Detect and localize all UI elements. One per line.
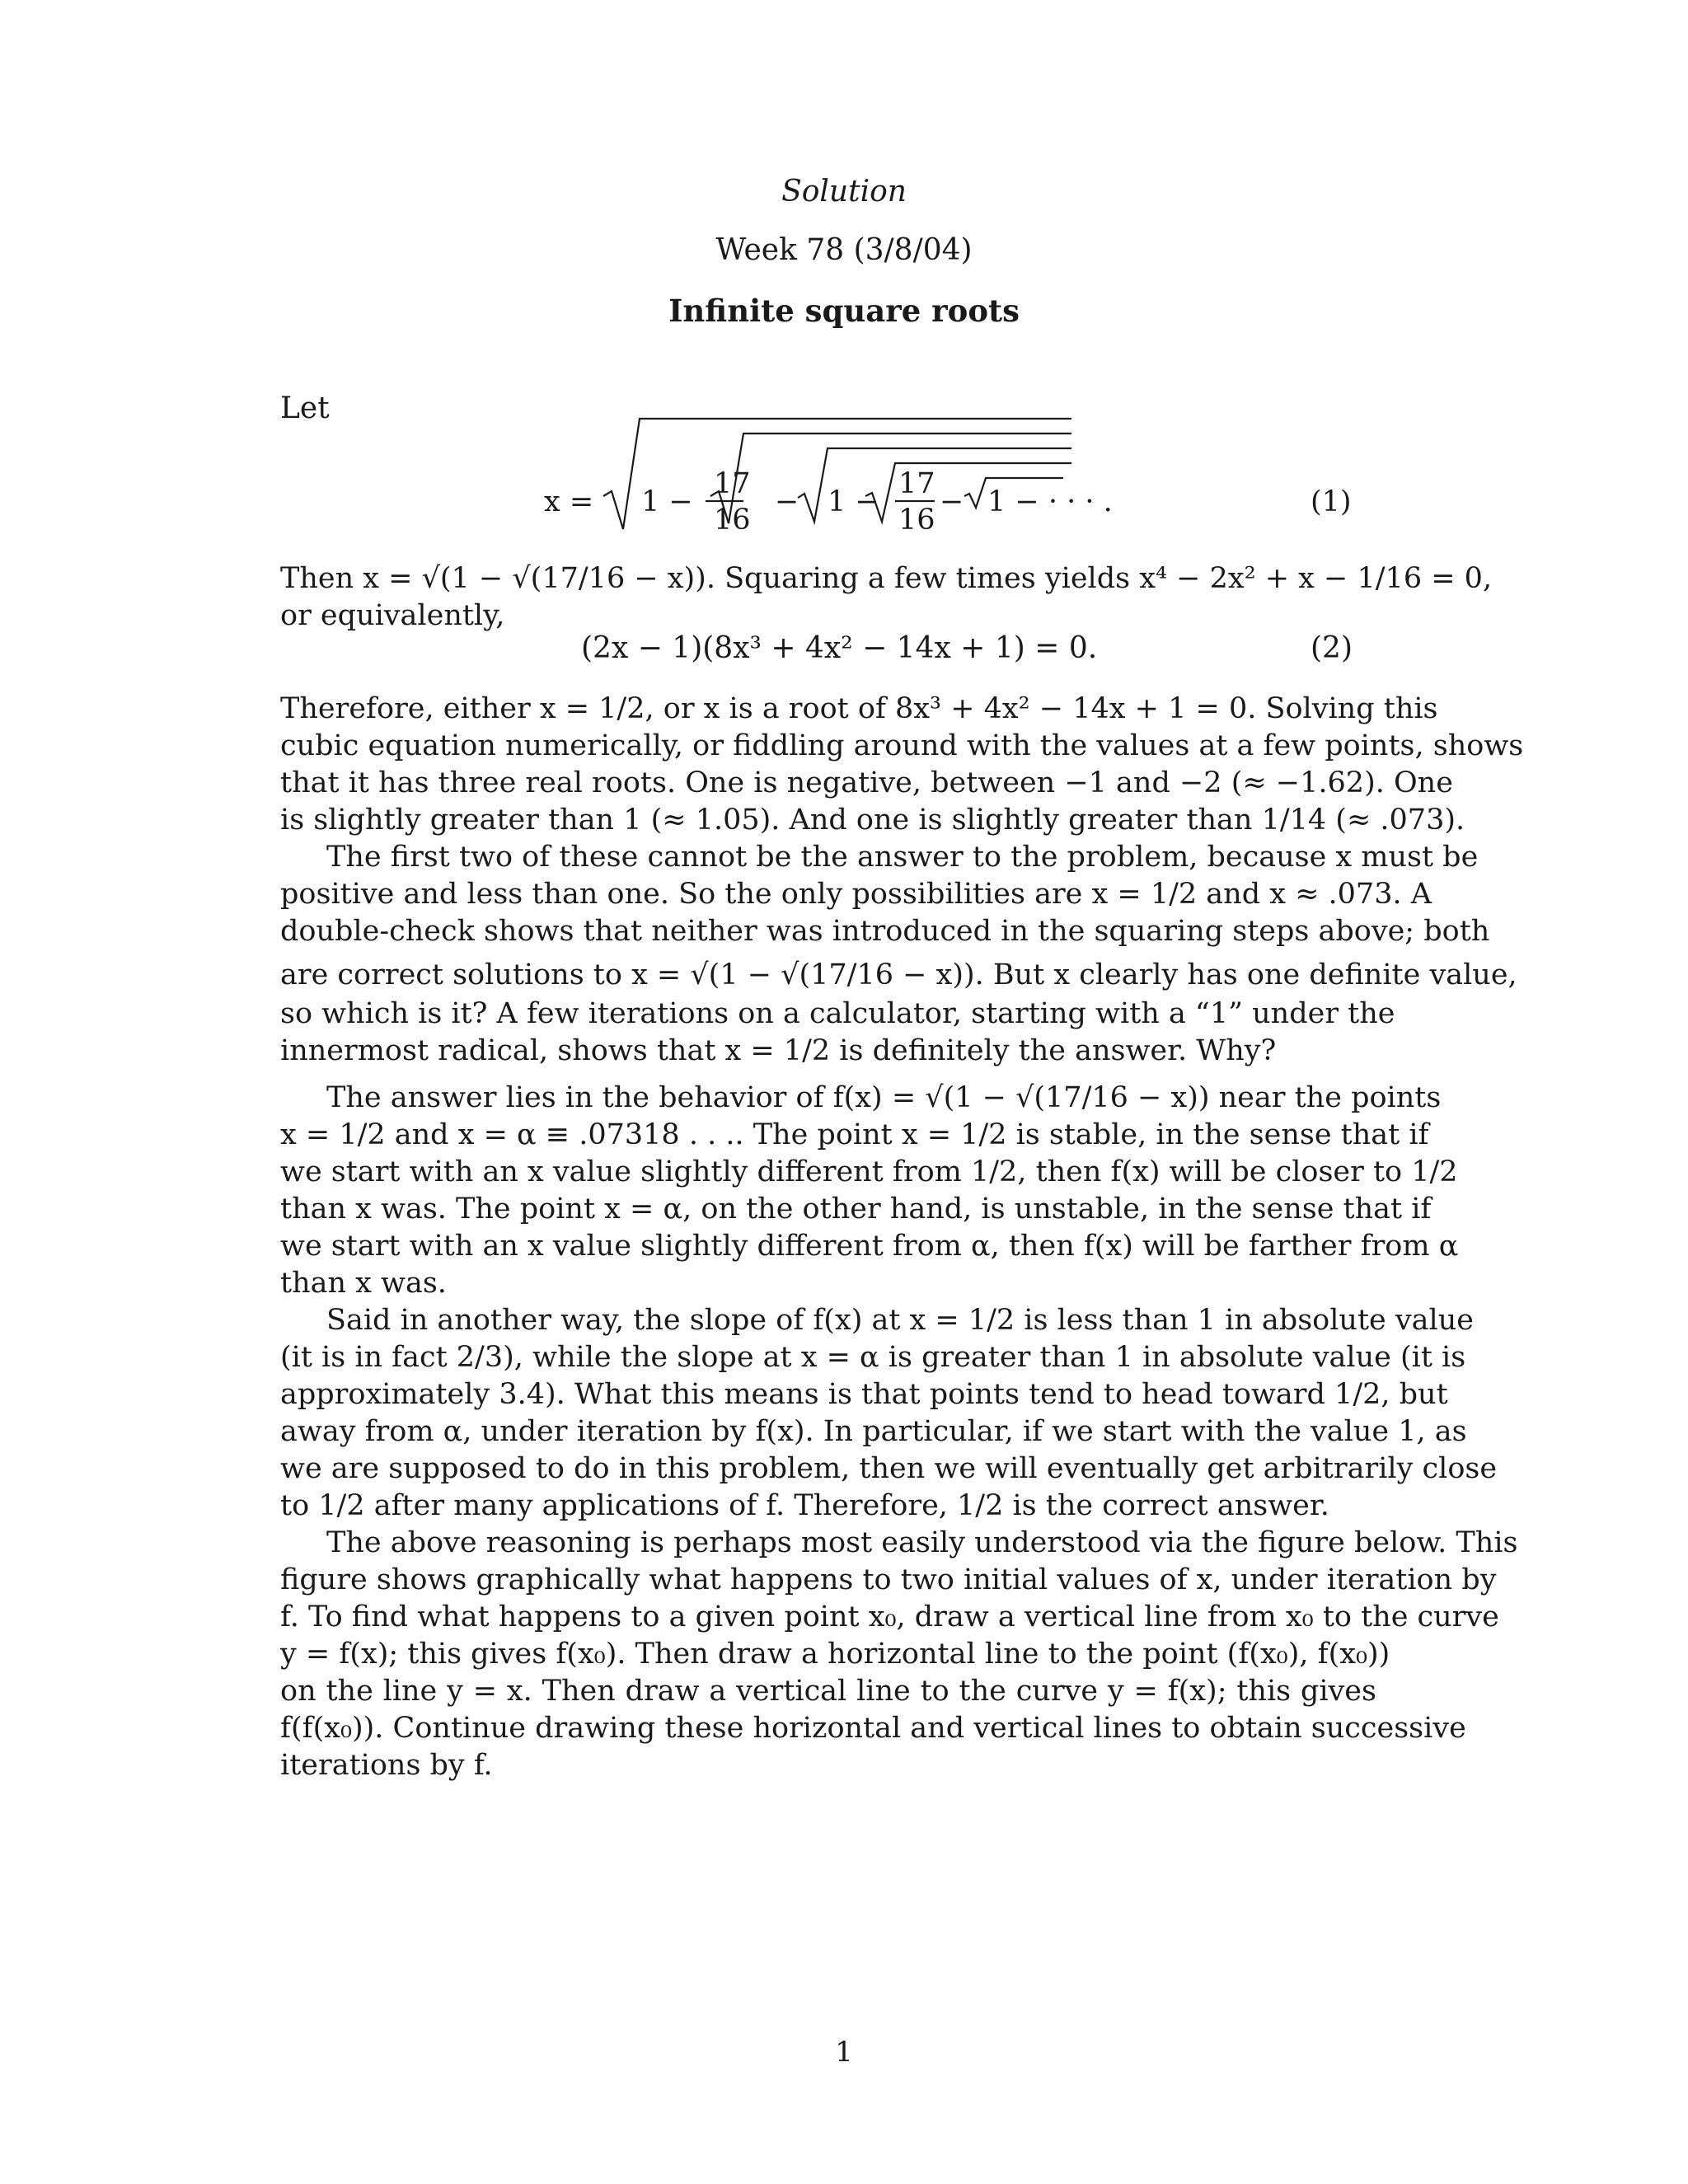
text-line: innermost radical, shows that x = 1/2 is definitely the answer. Why? bbox=[280, 1034, 1277, 1067]
text-line: than x was. bbox=[280, 1267, 447, 1300]
document-title: Infinite square roots bbox=[668, 293, 1020, 329]
text-line: y = f(x); this gives f(x₀). Then draw a horizontal line to the point (f(x₀), f(x₀)) bbox=[280, 1638, 1390, 1671]
text-line: Therefore, either x = 1/2, or x is a root of 8x³ + 4x² − 14x + 1 = 0. Solving this bbox=[280, 692, 1438, 725]
eq1-number: (1) bbox=[1311, 485, 1352, 518]
eq1-one-a: 1 − bbox=[641, 485, 693, 518]
text-line: x = 1/2 and x = α ≡ .07318 . . .. The point x = 1/2 is stable, in the sense that if bbox=[280, 1118, 1429, 1151]
paragraph-6 bbox=[280, 1525, 1518, 1784]
text-line: (it is in fact 2/3), while the slope at x = α is greater than 1 in absolute value (it is bbox=[280, 1341, 1466, 1374]
text-line: double-check shows that neither was introduced in the squaring steps above; both bbox=[280, 915, 1490, 948]
text-line: positive and less than one. So the only possibilities are x = 1/2 and x ≈ .073. A bbox=[280, 878, 1432, 911]
text-line: f(f(x₀)). Continue drawing these horizontal and vertical lines to obtain successive bbox=[280, 1712, 1466, 1745]
eq1-den-b: 16 bbox=[898, 504, 935, 537]
eq1-one-b: 1 − bbox=[828, 485, 879, 518]
text-line: we are supposed to do in this problem, then we will eventually get arbitrarily close bbox=[280, 1452, 1498, 1485]
page-number: 1 bbox=[835, 2036, 853, 2069]
text-line: approximately 3.4). What this means is that points tend to head toward 1/2, but bbox=[280, 1378, 1448, 1411]
eq1-num-b: 17 bbox=[898, 467, 935, 500]
eq2-number: (2) bbox=[1311, 631, 1353, 665]
eq1-minus-b: − bbox=[940, 485, 964, 518]
text-line: is slightly greater than 1 (≈ 1.05). And one is slightly greater than 1/14 (≈ .073). bbox=[280, 804, 1465, 837]
text-line: away from α, under iteration by f(x). In particular, if we start with the value 1, as bbox=[280, 1415, 1467, 1448]
paragraph-1 bbox=[280, 560, 1493, 635]
text-line: that it has three real roots. One is negative, between −1 and −2 (≈ −1.62). One bbox=[280, 766, 1453, 799]
text-line: The answer lies in the behavior of f(x) = √(1 − √(17/16 − x)) near the points bbox=[326, 1081, 1442, 1114]
text-line: The first two of these cannot be the answer to the problem, because x must be bbox=[326, 841, 1479, 874]
eq1-tail: 1 − · · · . bbox=[987, 485, 1113, 518]
text-line: than x was. The point x = α, on the other hand, is unstable, in the sense that if bbox=[280, 1193, 1432, 1226]
text-line: iterations by f. bbox=[280, 1749, 493, 1782]
text-line: Said in another way, the slope of f(x) at x = 1/2 is less than 1 in absolute value bbox=[326, 1304, 1474, 1337]
text-line: so which is it? A few iterations on a calculator, starting with a “1” under the bbox=[280, 997, 1395, 1030]
intro-word: Let bbox=[280, 391, 330, 425]
eq1-den-a: 16 bbox=[714, 504, 751, 537]
eq1-minus-a: − bbox=[775, 485, 799, 518]
eq1-lhs: x = bbox=[544, 485, 594, 518]
text-line: or equivalently, bbox=[280, 599, 505, 632]
text-line: f. To find what happens to a given point x₀, draw a vertical line from x₀ to the curve bbox=[280, 1601, 1499, 1633]
text-line: we start with an x value slightly different from 1/2, then f(x) will be closer to 1/2 bbox=[280, 1155, 1458, 1188]
paragraph-5 bbox=[280, 1302, 1498, 1525]
text-line: Then x = √(1 − √(17/16 − x)). Squaring a few times yields x⁴ − 2x² + x − 1/16 = 0, bbox=[280, 562, 1493, 595]
text-line: The above reasoning is perhaps most easily understood via the figure below. This bbox=[326, 1526, 1518, 1559]
paragraph-3 bbox=[280, 839, 1517, 1070]
text-line: we start with an x value slightly different from α, then f(x) will be farther from α bbox=[280, 1230, 1459, 1263]
text-line: to 1/2 after many applications of f. Therefore, 1/2 is the correct answer. bbox=[280, 1489, 1329, 1522]
equation-2: (2x − 1)(8x³ + 4x² − 14x + 1) = 0. bbox=[581, 631, 1098, 665]
paragraph-2 bbox=[280, 691, 1524, 839]
text-line: cubic equation numerically, or fiddling around with the values at a few points, shows bbox=[280, 729, 1524, 762]
paragraph-4 bbox=[280, 1080, 1459, 1302]
text-line: on the line y = x. Then draw a vertical line to the curve y = f(x); this gives bbox=[280, 1675, 1376, 1708]
text-line: are correct solutions to x = √(1 − √(17/16 − x)). But x clearly has one definite value, bbox=[280, 958, 1517, 991]
eq1-num-a: 17 bbox=[714, 467, 751, 500]
equation-1 bbox=[528, 404, 1401, 552]
text-line: figure shows graphically what happens to two initial values of x, under iteration by bbox=[280, 1563, 1497, 1596]
solution-kicker: Solution bbox=[781, 175, 907, 209]
week-date-line: Week 78 (3/8/04) bbox=[715, 233, 973, 267]
